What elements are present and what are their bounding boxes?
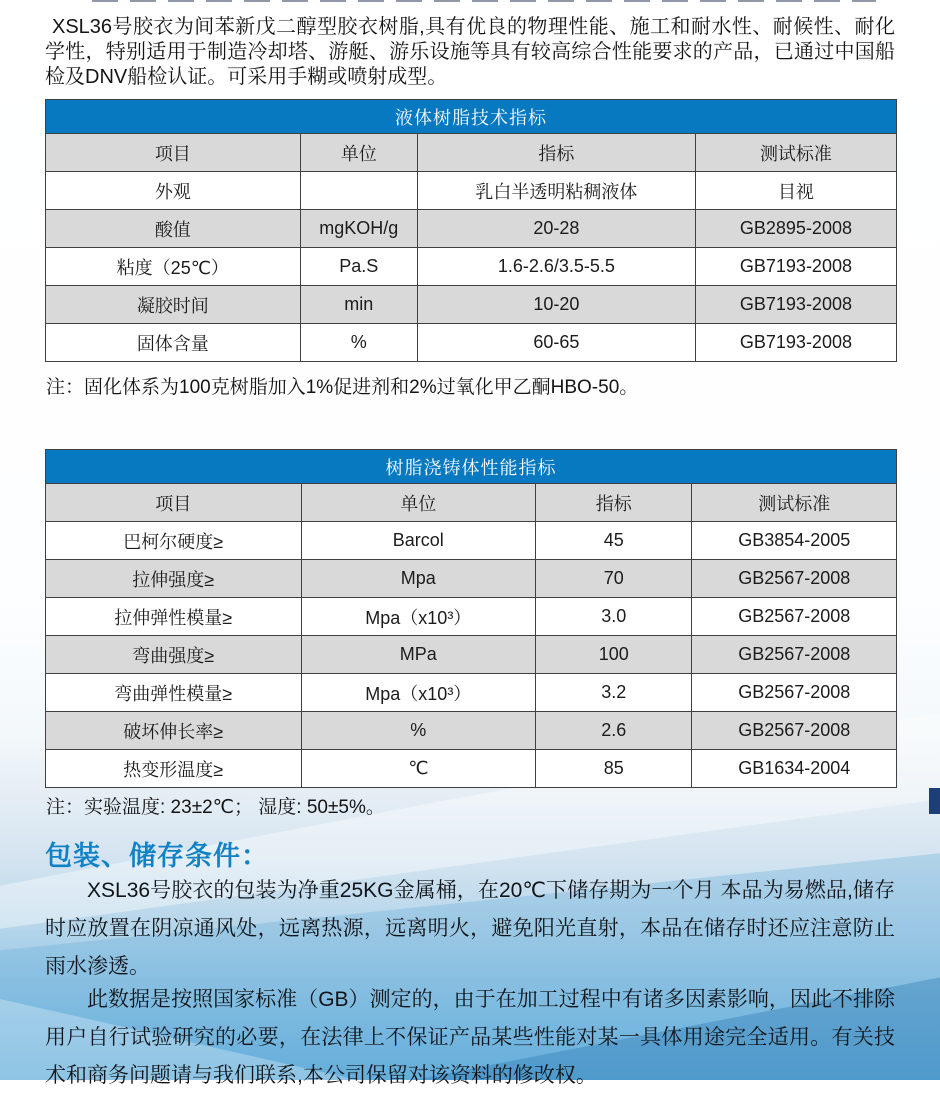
- table-cell: 100: [536, 636, 692, 674]
- resin-casting-spec-table: [45, 449, 897, 788]
- table-cell: 70: [536, 560, 692, 598]
- column-header-standard: 测试标准: [692, 484, 896, 522]
- table-cell: Pa.S: [300, 248, 417, 286]
- storage-section-heading: 包装、储存条件：: [45, 841, 269, 871]
- column-header-standard: 测试标准: [695, 134, 896, 172]
- table-row: [46, 636, 896, 674]
- disclaimer-paragraph: 此数据是按照国家标准（GB）测定的，由于在加工过程中有诸多因素影响，因此不排除用户自行试验研究的必要，在法律上不保证产品某些性能对某一具体用途完全适用。有关技术和商务问题请与我们联系,本公司保留对该资料的修改权。: [45, 988, 895, 1087]
- table-cell: GB2567-2008: [692, 636, 896, 674]
- table-row: [46, 210, 896, 248]
- table-cell: 目视: [695, 172, 896, 210]
- table-cell: 弯曲弹性模量≥: [46, 674, 301, 712]
- table-cell: 45: [536, 522, 692, 560]
- table-header-row: [46, 134, 896, 172]
- table-title-resin-casting: 树脂浇铸体性能指标: [46, 450, 896, 484]
- table-row: [46, 598, 896, 636]
- table-cell: 酸值: [46, 210, 300, 248]
- packaging-storage-paragraph: XSL36号胶衣的包装为净重25KG金属桶，在20℃下储存期为一个月 本品为易燃品,储存时应放置在阴凉通风处，远离热源，远离明火，避免阳光直射，本品在储存时还应注意防止雨水渗透。: [45, 879, 895, 978]
- table-cell: 2.6: [536, 712, 692, 750]
- table-cell: 10-20: [417, 286, 695, 324]
- table-row: [46, 560, 896, 598]
- table-cell: 3.0: [536, 598, 692, 636]
- table-cell: Mpa（x10³）: [301, 598, 536, 636]
- table-cell: mgKOH/g: [300, 210, 417, 248]
- table-cell: 固体含量: [46, 324, 300, 362]
- column-header-index: 指标: [417, 134, 695, 172]
- table-cell: %: [301, 712, 536, 750]
- table-cell: 粘度（25℃）: [46, 248, 300, 286]
- table-cell: Mpa: [301, 560, 536, 598]
- table-cell: GB2567-2008: [692, 560, 896, 598]
- table-cell: 20-28: [417, 210, 695, 248]
- table-cell: 3.2: [536, 674, 692, 712]
- table-row: [46, 674, 896, 712]
- column-header-index: 指标: [536, 484, 692, 522]
- table-cell: 拉伸弹性模量≥: [46, 598, 301, 636]
- column-header-item: 项目: [46, 484, 301, 522]
- table-cell: MPa: [301, 636, 536, 674]
- table-cell: GB1634-2004: [692, 750, 896, 788]
- table-row: [46, 286, 896, 324]
- table-cell: 拉伸强度≥: [46, 560, 301, 598]
- table1-note: 注：固化体系为100克树脂加入1%促进剂和2%过氧化甲乙酮HBO-50。: [46, 377, 639, 398]
- column-header-unit: 单位: [301, 484, 536, 522]
- table-cell: GB2567-2008: [692, 674, 896, 712]
- table-row: [46, 522, 896, 560]
- table-cell: 60-65: [417, 324, 695, 362]
- table-cell: 巴柯尔硬度≥: [46, 522, 301, 560]
- table-cell: [300, 172, 417, 210]
- table-header-row: [46, 484, 896, 522]
- table-cell: GB3854-2005: [692, 522, 896, 560]
- table-cell: GB2567-2008: [692, 598, 896, 636]
- table-row: [46, 248, 896, 286]
- table-cell: 1.6-2.6/3.5-5.5: [417, 248, 695, 286]
- table-cell: 破坏伸长率≥: [46, 712, 301, 750]
- table-cell: Barcol: [301, 522, 536, 560]
- table-cell: 外观: [46, 172, 300, 210]
- table-cell: 弯曲强度≥: [46, 636, 301, 674]
- table-cell: Mpa（x10³）: [301, 674, 536, 712]
- table-title-liquid-resin: 液体树脂技术指标: [46, 100, 896, 134]
- table-cell: 乳白半透明粘稠液体: [417, 172, 695, 210]
- table-cell: GB2895-2008: [695, 210, 896, 248]
- column-header-unit: 单位: [300, 134, 417, 172]
- table-cell: 热变形温度≥: [46, 750, 301, 788]
- table-cell: GB7193-2008: [695, 324, 896, 362]
- column-header-item: 项目: [46, 134, 300, 172]
- liquid-resin-spec-table: [45, 99, 897, 362]
- table-row: [46, 712, 896, 750]
- table-row: [46, 324, 896, 362]
- table-cell: GB7193-2008: [695, 286, 896, 324]
- table-cell: %: [300, 324, 417, 362]
- table-cell: GB7193-2008: [695, 248, 896, 286]
- table-cell: ℃: [301, 750, 536, 788]
- product-intro-paragraph: XSL36号胶衣为间苯新戊二醇型胶衣树脂,具有优良的物理性能、施工和耐水性、耐候性、耐化学性，特别适用于制造冷却塔、游艇、游乐设施等具有较高综合性能要求的产品，已通过中国船检及DNV船检认证。可采用手糊或喷射成型。: [45, 16, 895, 88]
- table2-note: 注：实验温度: 23±2℃； 湿度: 50±5%。: [46, 797, 385, 818]
- table-cell: min: [300, 286, 417, 324]
- table-cell: 85: [536, 750, 692, 788]
- table-cell: GB2567-2008: [692, 712, 896, 750]
- table-cell: 凝胶时间: [46, 286, 300, 324]
- table-row: [46, 172, 896, 210]
- table-row: [46, 750, 896, 788]
